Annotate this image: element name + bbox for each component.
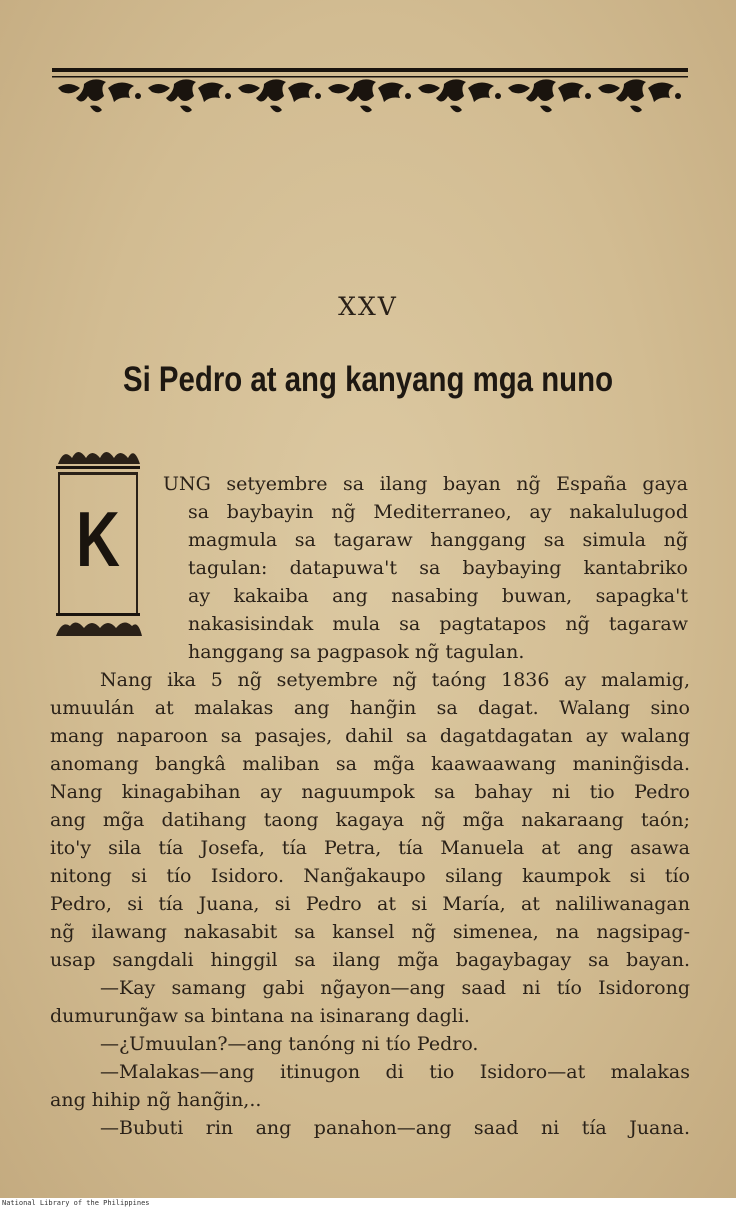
text-line: nitong si tío Isidoro. Nang̃akaupo silang kaumpok si tío (50, 865, 690, 887)
text-line: —¿Umuulan?—ang tanóng ni tío Pedro. (100, 1033, 479, 1055)
library-credit: National Library of the Philippines (2, 1199, 150, 1207)
text-line: Nang ika 5 ng̃ setyembre ng̃ taóng 1836 ay malamig, (100, 669, 690, 691)
text-line: ng̃ ilawang nakasabit sa kansel ng̃ simenea, na nagsipag- (50, 921, 690, 943)
text-line: Pedro, si tía Juana, si Pedro at si María, at naliliwanagan (50, 893, 690, 915)
text-line: UNG setyembre sa ilang bayan ng̃ España gaya (163, 473, 688, 495)
text-line: tagulan: datapuwa't sa baybaying kantabriko (188, 557, 688, 579)
chapter-title: Si Pedro at ang kanyang mga nuno (122, 360, 614, 399)
text-line: —Kay samang gabi ng̃ayon—ang saad ni tío Isidorong (100, 977, 690, 999)
text-line: magmula sa tagaraw hanggang sa simula ng̃ (188, 529, 688, 551)
footer-bar (0, 1198, 736, 1208)
text-line: umuulán at malakas ang hang̃in sa dagat. Walang sino (50, 697, 690, 719)
drop-cap-letter: K (76, 495, 120, 583)
text-line: —Malakas—ang itinugon di tio Isidoro—at malakas (100, 1061, 690, 1083)
text-line: usap sangdali hinggil sa ilang mg̃a bagaybagay sa bayan. (50, 949, 690, 971)
text-line: nakasisindak mula sa pagtatapos ng̃ tagaraw (188, 613, 688, 635)
text-line: —Bubuti rin ang panahon—ang saad ni tía Juana. (100, 1117, 690, 1139)
text-line: ito'y sila tía Josefa, tía Petra, tía Manuela at ang asawa (50, 837, 690, 859)
text-line: ay kakaiba ang nasabing buwan, sapagka't (188, 585, 688, 607)
text-line: hanggang sa pagpasok ng̃ tagulan. (188, 641, 525, 663)
chapter-number: XXV (338, 292, 398, 321)
text-line: mang naparoon sa pasajes, dahil sa dagatdagatan ay walang (50, 725, 690, 747)
text-line: anomang bangkâ maliban sa mg̃a kaawaawang maning̃isda. (50, 753, 690, 775)
text-line: Nang kinagabihan ay naguumpok sa bahay ni tio Pedro (50, 781, 690, 803)
text-line: ang hihip ng̃ hang̃in,.. (50, 1089, 262, 1111)
text-line: sa baybayin ng̃ Mediterraneo, ay nakalulugod (188, 501, 688, 523)
text-line: dumurung̃aw sa bintana na isinarang dagli. (50, 1005, 470, 1027)
text-line: ang mg̃a datihang taong kagaya ng̃ mg̃a nakaraang taón; (50, 809, 690, 831)
